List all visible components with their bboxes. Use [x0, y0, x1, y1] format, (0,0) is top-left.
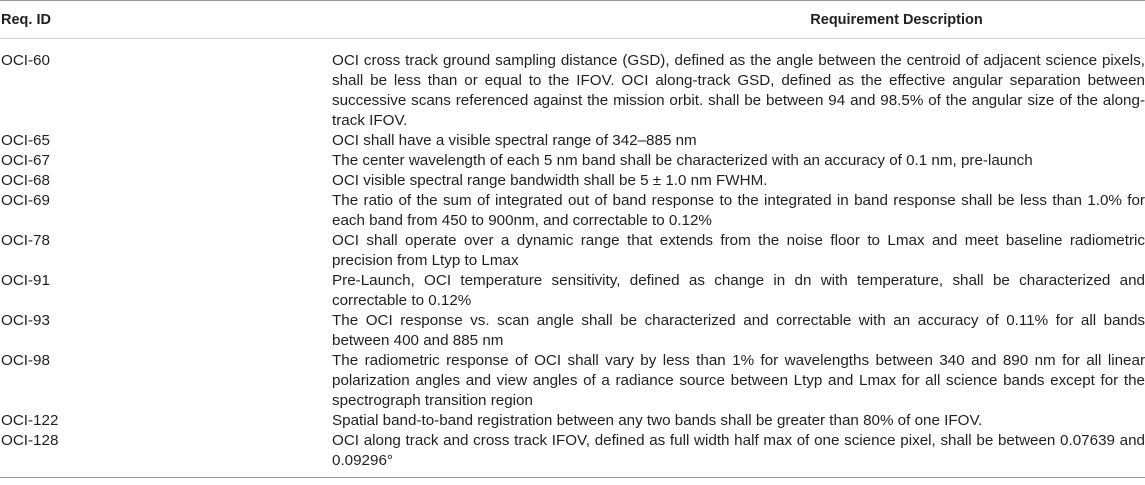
table-row — [0, 431, 1145, 478]
req-id-cell: OCI-60 — [1, 52, 50, 69]
table-row — [0, 151, 1145, 171]
req-description-cell: The center wavelength of each 5 nm band shall be characterized with an accuracy of 0.1 nm, pre-launch — [332, 152, 1033, 169]
table-row — [0, 171, 1145, 191]
table-body — [0, 39, 1145, 478]
req-description-cell: OCI visible spectral range bandwidth shall be 5 ± 1.0 nm FWHM. — [332, 172, 768, 189]
req-description-cell: OCI shall have a visible spectral range of 342–885 nm — [332, 132, 697, 149]
req-description-cell: Pre-Launch, OCI temperature sensitivity, defined as change in dn with temperature, shall be characterized and correctable to 0.12% — [332, 272, 1145, 309]
table-row — [0, 39, 1145, 132]
table-row — [0, 351, 1145, 411]
header-req-id: Req. ID — [0, 1, 332, 39]
header-row — [0, 1, 1145, 39]
req-description-cell: OCI cross track ground sampling distance (GSD), defined as the angle between the centroid of adjacent science pixels, shall be less than or equal to the IFOV. OCI along-track GSD, defined as the effective angular separation between successive scans referenced against the mission orbit. shall be between 94 and 98.5% of the angular size of the along-track IFOV. — [332, 52, 1145, 129]
req-id-cell: OCI-68 — [1, 172, 50, 189]
req-description-cell: OCI shall operate over a dynamic range that extends from the noise floor to Lmax and meet baseline radiometric precision from Ltyp to Lmax — [332, 232, 1145, 269]
req-id-cell: OCI-98 — [1, 352, 50, 369]
table-row — [0, 311, 1145, 351]
req-description-cell: The OCI response vs. scan angle shall be characterized and correctable with an accuracy of 0.11% for all bands between 400 and 885 nm — [332, 312, 1145, 349]
req-id-cell: OCI-128 — [0, 431, 332, 478]
req-description-cell: The radiometric response of OCI shall vary by less than 1% for wavelengths between 340 and 890 nm for all linear polarization angles and view angles of a radiance source between Ltyp and Lmax for all science bands except for the spectrograph transition region — [332, 352, 1145, 409]
table-row — [0, 131, 1145, 151]
table-row — [0, 191, 1145, 231]
req-id-cell: OCI-91 — [1, 272, 50, 289]
req-id-cell: OCI-122 — [1, 412, 59, 429]
req-id-cell: OCI-65 — [1, 132, 50, 149]
req-id-cell: OCI-69 — [1, 192, 50, 209]
header-requirement-description: Requirement Description — [332, 1, 1145, 39]
table-row — [0, 231, 1145, 271]
req-id-cell: OCI-78 — [1, 232, 50, 249]
req-id-cell: OCI-93 — [1, 312, 50, 329]
table-row — [0, 271, 1145, 311]
req-description-cell: Spatial band-to-band registration between any two bands shall be greater than 80% of one IFOV. — [332, 412, 983, 429]
req-description-cell: OCI along track and cross track IFOV, defined as full width half max of one science pixel, shall be between 0.07639 and 0.09296° — [332, 431, 1145, 478]
table-header — [0, 1, 1145, 39]
req-description-cell: The ratio of the sum of integrated out of band response to the integrated in band response shall be less than 1.0% for each band from 450 to 900nm, and correctable to 0.12% — [332, 192, 1145, 229]
table-row — [0, 411, 1145, 431]
req-id-cell: OCI-67 — [1, 152, 50, 169]
